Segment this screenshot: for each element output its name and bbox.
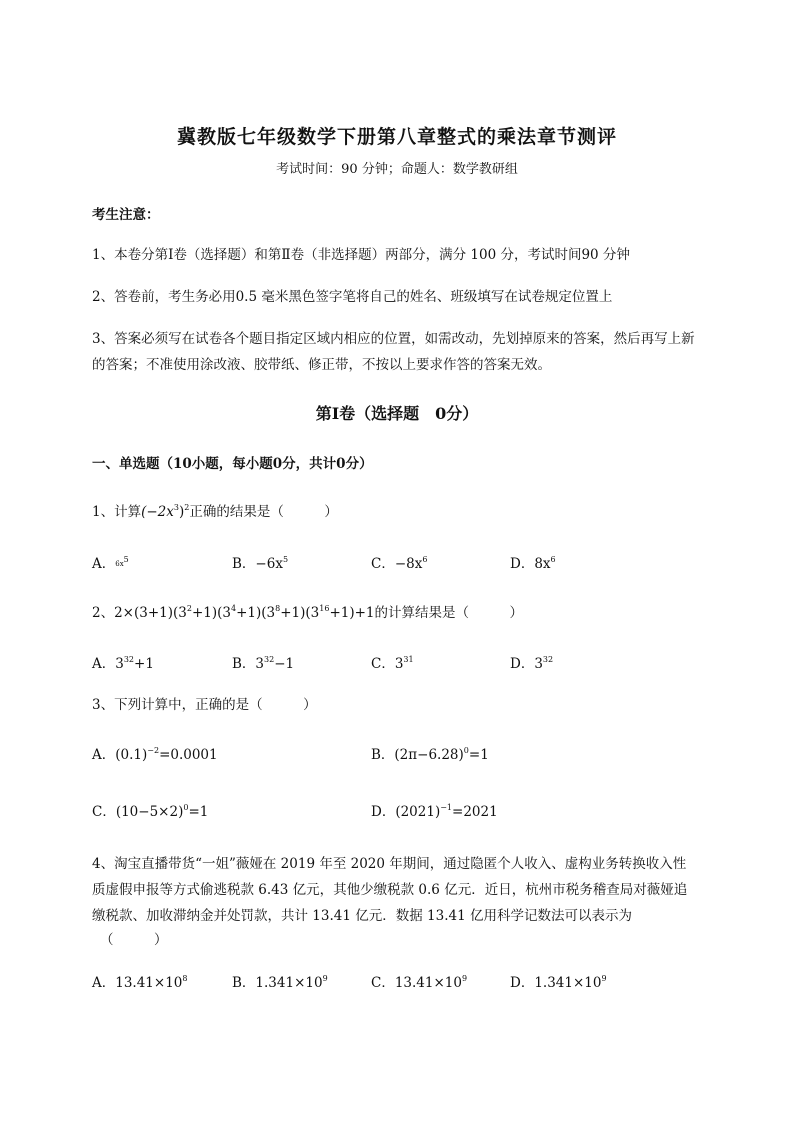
exam-title: 冀教版七年级数学下册第八章整式的乘法章节测评: [176, 126, 617, 148]
q4-option-a[interactable]: A．$13.41\times 10^8$: [92, 974, 188, 991]
notice-heading: 考生注意：: [92, 207, 160, 223]
notice-item-1: 1、本卷分第Ⅰ卷（选择题）和第Ⅱ卷（非选择题）两部分，满分 100 分，考试时间90 分钟: [92, 247, 630, 263]
notice-item-3-cont: 的答案；不准使用涂改液、胶带纸、修正带，不按以上要求作答的答案无效。: [92, 357, 551, 373]
q4-option-b[interactable]: B．$1.341\times 10^9$: [232, 974, 328, 991]
q3-option-c[interactable]: C．$(10-5\times 2)^0=1$: [92, 803, 209, 820]
question-2: 2、$2\times(3+1)(3^2+1)(3^4+1)(3^8+1)(3^{16}+1)+1$的计算结果是（ ）: [92, 604, 524, 621]
q1-option-a[interactable]: A．$6x^5$: [92, 555, 129, 572]
question-4-line-2: 质虚假申报等方式偷逃税款 6.43 亿元，其他少缴税款 0.6 亿元．近日，杭州市税务稽查局对薇娅追: [92, 882, 688, 898]
q2-option-c[interactable]: C．$3^{31}$: [371, 655, 414, 672]
q1-option-b[interactable]: B．$-6x^5$: [232, 555, 289, 572]
q3-option-b[interactable]: B．$(2\pi-6.28)^0=1$: [371, 746, 489, 763]
section-title: 第Ⅰ卷（选择题 0分）: [315, 404, 479, 423]
question-3: 3、下列计算中，正确的是（ ）: [92, 697, 317, 713]
notice-item-2: 2、答卷前，考生务必用0.5 毫米黑色签字笔将自己的姓名、班级填写在试卷规定位置上: [92, 289, 613, 305]
exam-subtitle: 考试时间：90 分钟；命题人：数学教研组: [276, 162, 518, 177]
q2-option-d[interactable]: D．$3^{32}$: [510, 655, 554, 672]
q4-option-c[interactable]: C．$13.41\times 10^9$: [371, 974, 468, 991]
notice-item-3: 3、答案必须写在试卷各个题目指定区域内相应的位置，如需改动，先划掉原来的答案，然后再写上新: [92, 331, 695, 347]
question-4-line-1: 4、淘宝直播带货“一姐”薇娅在 2019 年至 2020 年期间，通过隐匿个人收入、虚构业务转换收入性: [92, 856, 687, 872]
q3-option-d[interactable]: D．$(2021)^{-1}=2021$: [371, 803, 498, 820]
question-4-line-4: （ ）: [100, 932, 168, 948]
question-4-line-3: 缴税款、加收滞纳金并处罚款，共计 13.41 亿元．数据 13.41 亿用科学记数法可以表示为: [92, 908, 632, 924]
part-heading: 一、单选题（10小题，每小题0分，共计0分）: [92, 456, 373, 472]
q1-option-c[interactable]: C．$-8x^6$: [371, 555, 428, 572]
q1-option-d[interactable]: D．$8x^6$: [510, 555, 556, 572]
q2-option-a[interactable]: A．$3^{32}+1$: [92, 655, 154, 672]
question-1: 1、计算$(-2x^3)^2$正确的结果是（ ）: [92, 503, 338, 520]
q3-option-a[interactable]: A．$(0.1)^{-2}=0.0001$: [92, 746, 218, 763]
q2-option-b[interactable]: B．$3^{32}-1$: [232, 655, 295, 672]
q4-option-d[interactable]: D．$1.341\times 10^9$: [510, 974, 607, 991]
